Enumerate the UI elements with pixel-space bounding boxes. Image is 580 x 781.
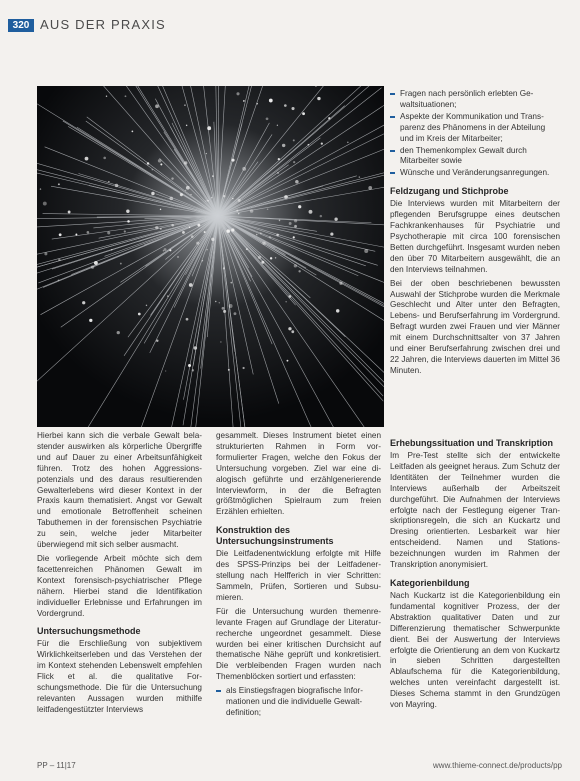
glass-shard — [106, 96, 107, 97]
glass-shard — [228, 369, 230, 371]
glass-shard — [167, 295, 168, 296]
glass-shard — [339, 282, 342, 285]
glass-shard — [294, 225, 297, 228]
glass-shard — [215, 301, 216, 302]
glass-shard — [293, 161, 295, 163]
list-item: Wünsche und Veränderungsanregungen. — [390, 168, 560, 179]
glass-shard — [223, 310, 226, 313]
glass-shard — [169, 197, 173, 201]
glass-shard — [82, 301, 85, 304]
glass-shard — [117, 331, 120, 334]
glass-shard — [238, 199, 241, 202]
glass-shard — [243, 367, 245, 369]
glass-shard — [197, 224, 200, 227]
glass-shard — [115, 184, 118, 187]
glass-shard — [269, 236, 271, 238]
glass-shard — [207, 126, 211, 130]
section-heading: Erhebungssituation und Transkription — [390, 438, 554, 448]
glass-shard — [94, 261, 98, 265]
glass-shard — [211, 238, 214, 241]
paragraph: Für die Untersuchung wurden themenrelevante Fragen auf Grundlage der Literaturrecherche ungeordnet gesammelt. Diese wurden bei einer kritischen Durchsicht auf thematische Nähe geprüft und konkretisiert. Die verbleibenden Fragen wurden nach Themenblöcken sortiert und erfassten: — [216, 606, 381, 682]
glass-shard — [230, 282, 232, 284]
glass-shard — [266, 117, 269, 120]
glass-shard — [285, 301, 286, 302]
glass-shard — [294, 264, 297, 267]
bullet-list — [390, 89, 560, 179]
glass-shard — [204, 231, 206, 233]
glass-shard — [151, 192, 154, 195]
paragraph: Für die Erschließung von subjektivem Wirklichkeitserleben und das Verstehen der im Kontext stehenden Lebenswelt empfehlen Flick et al. die qualitative Forschungsmethode. Die für die Untersuchung relevanten Aussagen wurden mithilfe leitfadengestützter Interviews — [37, 639, 202, 714]
glass-shard — [223, 195, 226, 198]
glass-shard — [85, 157, 89, 161]
glass-shard — [177, 256, 179, 258]
glass-shard — [246, 248, 248, 250]
glass-shard — [269, 99, 273, 103]
column-2 — [216, 431, 381, 720]
glass-shard — [284, 104, 287, 107]
glass-shard — [287, 360, 289, 362]
glass-shard — [295, 180, 299, 184]
glass-shard — [223, 267, 225, 269]
glass-shard — [44, 252, 47, 255]
glass-shard — [147, 162, 149, 164]
glass-shard — [87, 231, 90, 234]
glass-shard — [192, 369, 194, 371]
glass-shard — [169, 249, 171, 251]
glass-shard — [320, 215, 322, 217]
glass-shard — [206, 249, 208, 251]
glass-shard — [160, 209, 161, 210]
glass-shard — [212, 175, 214, 177]
glass-shard — [282, 144, 285, 147]
glass-shard — [231, 228, 234, 231]
section-header: AUS DER PRAXIS — [40, 17, 166, 32]
glass-shard — [302, 112, 305, 115]
glass-shard — [293, 236, 295, 238]
footer-url: www.thieme-connect.de/products/pp — [433, 761, 562, 770]
glass-shard — [220, 341, 221, 342]
glass-shard — [262, 241, 265, 244]
glass-shard — [138, 313, 141, 316]
glass-shard — [284, 195, 288, 199]
glass-shard — [58, 279, 60, 281]
glass-shard — [125, 95, 127, 97]
glass-shard — [189, 227, 190, 228]
glass-shard — [132, 130, 134, 132]
glass-shard — [291, 107, 294, 110]
glass-shard — [330, 232, 333, 235]
glass-shard — [288, 295, 291, 298]
column-3-bottom — [390, 431, 560, 714]
glass-shard — [317, 97, 320, 100]
glass-shard — [146, 305, 147, 306]
glass-shard — [184, 161, 187, 164]
glass-shard — [256, 234, 258, 236]
glass-shard — [124, 230, 126, 232]
section-heading: Feldzugang und Stichprobe — [390, 186, 509, 197]
glass-shard — [186, 318, 189, 321]
page-number-badge: 320 — [8, 19, 34, 32]
glass-shard — [359, 176, 360, 177]
glass-shard — [196, 242, 199, 245]
section-heading: Konstruktion des Untersuchungsinstruments — [216, 525, 334, 547]
glass-shard — [191, 235, 194, 238]
section-heading: Untersuchungsmethode — [37, 626, 141, 637]
bullet-list — [216, 686, 381, 719]
glass-shard — [152, 169, 153, 170]
glass-shard — [190, 194, 191, 195]
glass-shard — [189, 283, 193, 287]
glass-shard — [243, 100, 245, 102]
glass-shard — [158, 159, 162, 163]
glass-shard — [364, 249, 368, 253]
glass-shard — [232, 159, 235, 162]
glass-shard — [156, 340, 158, 342]
glass-shard — [171, 224, 174, 227]
paragraph: gesammelt. Dieses Instrument bietet einen strukturierten Rahmen in Form vorformulierter Fragen, welche den Fokus der Untersuchung vorgeben. Ziel war eine dialogisch geführte und erzählgenerierende Interviewform, in der die Befragten größtmöglichen Spielraum zum freien Erzählen erhielten. — [216, 431, 381, 517]
glass-shard — [211, 197, 213, 199]
glass-shard — [127, 220, 130, 223]
glass-shard — [347, 142, 348, 143]
glass-shard — [236, 92, 239, 95]
glass-shard — [276, 234, 279, 237]
glass-shard — [232, 198, 233, 199]
glass-shard — [111, 249, 112, 250]
glass-shard — [155, 226, 158, 229]
footer-issue: PP – 11|17 — [37, 761, 76, 770]
glass-shard — [165, 370, 166, 371]
glass-shard — [219, 302, 220, 303]
paragraph: Die Interviews wurden mit Mitarbeitern der pflegenden Berufsgruppe eines deutschen Fachkrankenhauses für Psychiatrie und Psychotherapie mit circa 100 forensischen Betten durchgeführt. Insgesamt wurden neben den über 70 Mitarbeitern ausgewählt, die an den Interviews teilnahmen. — [390, 199, 560, 274]
glass-shard — [107, 231, 110, 234]
glass-shard — [40, 188, 41, 189]
column-1 — [37, 431, 202, 719]
paragraph: Die vorliegende Arbeit möchte sich dem facettenreichen Phänomen Gewalt im Kontext forensisch-psychiatrischer Pflege nähern. Hierbei stand die Identifikation individueller Erlebnisse und Erfahrungen im Vordergrund. — [37, 553, 202, 618]
paragraph: Hierbei kann sich die verbale Gewalt belastender auswirken als körperliche Übergriffe und auf Dauer zu einer Arbeitsunfähigkeit führen. Trotz des hohen Aggressionspotenzials und des daraus resultierenden Gewalterlebens wird dieser Kontext in der Praxis kaum thematisiert. Angst vor Gewalt und emotionale Betroffenheit scheinen Tabuthemen in der forensischen Psychiatrie zu sein, welche jeder Mitarbeiter überwiegend mit sich selber ausmacht. — [37, 431, 202, 550]
glass-shard — [261, 261, 264, 264]
glass-shard — [309, 210, 313, 214]
glass-shard — [334, 218, 337, 221]
glass-shard — [289, 222, 292, 225]
glass-shard — [238, 213, 239, 214]
glass-shard — [180, 193, 183, 196]
paragraph: Die Leitfadenentwicklung erfolgte mit Hilfe des SPSS-Prinzips bei der Leitfadenerstellung nach Helfferich in vier Schritten: Sammeln, Prüfen, Sortieren und Subsumieren. — [216, 549, 381, 602]
glass-shard — [186, 125, 187, 126]
glass-shard — [59, 233, 62, 236]
glass-shard — [89, 319, 92, 322]
glass-shard — [288, 327, 291, 330]
list-item: Fragen nach persönlich erlebten Gewaltsituationen; — [390, 89, 560, 111]
glass-shard — [234, 312, 237, 315]
glass-shard — [277, 172, 279, 174]
glass-shard — [75, 234, 77, 236]
glass-shard — [164, 248, 167, 251]
glass-shard — [328, 117, 330, 119]
glass-shard — [160, 163, 162, 165]
glass-shard — [258, 256, 261, 259]
glass-shard — [298, 205, 301, 208]
glass-shard — [236, 210, 238, 212]
glass-shard — [267, 208, 269, 210]
list-item: Aspekte der Kommunikation und Transparenz des Phänomens in der Abteilung und im Kreis der Mitarbeiter; — [390, 112, 560, 145]
glass-shard — [368, 186, 372, 190]
glass-shard — [43, 202, 47, 206]
list-item: als Einstiegsfragen biografische Informationen und die individuelle Gewaltdefinition; — [216, 686, 381, 719]
glass-shard — [298, 270, 300, 272]
glass-shard — [206, 153, 207, 154]
glass-shard — [126, 210, 129, 213]
glass-shard — [108, 181, 110, 183]
glass-shard — [163, 250, 164, 251]
glass-shard — [155, 104, 159, 108]
glass-shard — [336, 309, 339, 312]
glass-shard — [207, 200, 209, 202]
glass-shard — [226, 229, 230, 233]
glass-shard — [278, 158, 280, 160]
glass-shard — [229, 304, 233, 308]
list-item: den Themenkomplex Gewalt durch Mitarbeiter sowie — [390, 146, 560, 168]
glass-shard — [171, 177, 173, 179]
glass-shard — [68, 211, 71, 214]
glass-shard — [186, 186, 190, 190]
glass-shard — [260, 233, 261, 234]
glass-shard — [103, 157, 106, 160]
glass-shard — [250, 209, 254, 213]
shattered-glass-icon — [37, 86, 384, 427]
glass-shard — [321, 143, 323, 145]
glass-shard — [205, 200, 206, 201]
paragraph: Nach Kuckartz ist die Kategorienbildung ein fundamental kognitiver Prozess, der der Abstraktion qualitativer Daten und zur Differenzierung thematischer Schwerpunkte dient. Bei der Auswertung der Interviews erfolgte die Orientierung an dem von Kuckartz in sieben Schritten dargestellten Ablaufschema für die Kategorienbildung, welches unten vereinfacht dargestellt ist. Dieses Schema stammt in den Grundzügen von Mayring. — [390, 590, 560, 710]
glass-shard — [242, 167, 246, 171]
glass-shard — [185, 190, 186, 191]
glass-shard — [58, 183, 60, 185]
paragraph: Im Pre-Test stellte sich der entwickelte Leitfaden als geeignet heraus. Zum Schutz der Identitäten der Teilnehmer wurden die Interviews außerhalb der Arbeitszeit durchgeführt. Die Aufnahmen der Interviews erfolgte nach der Festlegung eigener Transkriptionsregeln, die sich an Kuckartz und Dresing orientierten. Lesbarkeit war hier entscheidend. Namen und Stationsbezeichnungen wurden im Rahmen der Transkription anonymisiert. — [390, 451, 560, 570]
glass-shard — [222, 307, 225, 310]
glass-shard — [194, 346, 197, 349]
glass-shard — [188, 364, 191, 367]
glass-shard — [58, 259, 60, 261]
glass-shard — [91, 265, 94, 268]
glass-shard — [293, 139, 295, 141]
glass-shard — [294, 219, 297, 222]
glass-shard — [277, 125, 278, 126]
glass-shard — [160, 228, 162, 230]
glass-shard — [291, 330, 294, 333]
paragraph: Bei der oben beschriebenen bewussten Auswahl der Stichprobe wurden die Merkmale Geschlecht und Alter unter den Befragten, Lebens- und Berufserfahrung im Vordergrund. Befragt wurden zwei Frauen und vier Männer mit einem Durchschnittsalter von 37 Jahren und einer Berufserfahrung zwischen drei und 22 Jahren, die Interviews dauerten im Mittel 36 Minuten. — [390, 278, 560, 375]
glass-shard — [182, 231, 185, 234]
glass-shard — [308, 144, 310, 146]
glass-shard — [275, 257, 276, 258]
glass-shard — [184, 104, 185, 105]
glass-shard — [120, 263, 122, 265]
glass-shard — [279, 220, 281, 222]
section-heading: Kategorienbildung — [390, 577, 470, 588]
glass-shard — [257, 103, 258, 104]
glass-shard — [202, 260, 203, 261]
glass-shard — [270, 257, 272, 259]
shattered-glass-image — [37, 86, 384, 427]
column-3-top — [390, 89, 560, 380]
